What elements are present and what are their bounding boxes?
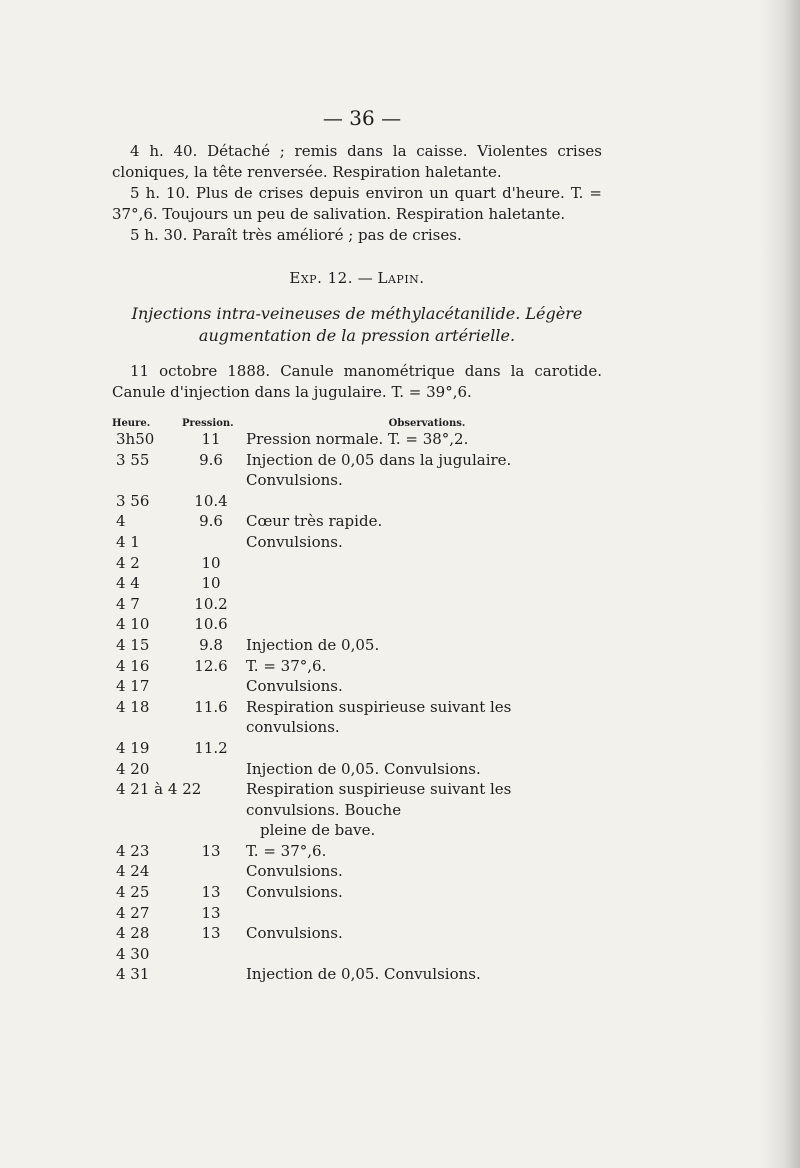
table-body [112, 429, 602, 985]
table-row [112, 882, 602, 903]
cell-observation [238, 923, 602, 944]
experiment-subtitle [112, 303, 602, 347]
cell-heure: 4 17 [116, 677, 150, 696]
cell-heure: 4 16 [116, 656, 150, 675]
cell-observation [238, 676, 602, 697]
cell-heure: 4 27 [116, 903, 150, 922]
table-row [112, 635, 602, 656]
table-row [112, 553, 602, 574]
experiment-intro: 11 octobre 1888. Canule manométrique dans la carotide. Canule d'injection dans la jugulaire. T. = 39°,6. [112, 362, 602, 401]
subtitle-line-2: augmentation de la pression artérielle. [198, 326, 516, 345]
cell-observation [238, 903, 602, 924]
cell-pression [184, 759, 238, 780]
cell-heure: 4 31 [116, 965, 150, 984]
table-row [112, 491, 602, 512]
cell-pression: 11 [201, 430, 221, 448]
experiment-dash: — [352, 269, 378, 287]
cell-observation [238, 944, 602, 965]
cell-pression: 13 [201, 841, 221, 860]
cell-pression [184, 532, 238, 553]
cell-heure: 4 18 [116, 697, 150, 716]
document-page [112, 108, 602, 985]
cell-pression: 10 [201, 553, 221, 572]
cell-pression: 9.6 [199, 512, 223, 531]
observation-text: Convulsions. [246, 883, 343, 902]
table-row [112, 944, 602, 965]
table-row [112, 532, 602, 553]
observation-text: Pression normale. T. = 38°,2. [246, 430, 469, 448]
cell-heure: 4 10 [116, 615, 150, 634]
table-row [112, 594, 602, 615]
cell-heure: 4 7 [116, 594, 140, 613]
column-header-observations: Observations. [388, 418, 466, 429]
cell-pression: 9.8 [199, 635, 223, 654]
observation-text: Respiration suspirieuse suivant les convulsions. [246, 697, 512, 737]
cell-heure: 4 28 [116, 924, 150, 943]
cell-pression: 10 [201, 574, 221, 593]
table-row [112, 429, 602, 450]
cell-heure: 4 21 à 4 22 [116, 780, 202, 799]
table-row [112, 511, 602, 532]
cell-pression: 11.2 [194, 738, 228, 757]
cell-heure: 4 2 [116, 553, 140, 572]
cell-observation [238, 861, 602, 882]
observation-text: Convulsions. [246, 532, 343, 551]
cell-observation [238, 882, 602, 903]
column-header-pression: Pression. [182, 418, 234, 429]
cell-heure: 4 30 [116, 944, 150, 963]
page-edge-shadow [760, 0, 800, 1168]
observation-text-continued: pleine de bave. [260, 821, 376, 840]
cell-pression [184, 964, 238, 985]
cell-heure: 4 23 [116, 841, 150, 860]
cell-pression: 12.6 [194, 656, 228, 675]
cell-heure: 4 4 [116, 574, 140, 593]
table-row [112, 676, 602, 697]
cell-observation [238, 697, 602, 738]
table-header [112, 413, 602, 427]
cell-heure: 4 [116, 512, 126, 531]
cell-pression: 10.4 [194, 491, 228, 510]
cell-observation [238, 450, 602, 491]
experiment-heading [112, 268, 602, 289]
observation-text: Injection de 0,05. Convulsions. [246, 965, 481, 984]
table-row [112, 738, 602, 759]
cell-observation [238, 738, 602, 759]
cell-observation [238, 573, 602, 594]
table-row [112, 923, 602, 944]
cell-heure: 3 55 [116, 450, 150, 469]
experiment-subject: Lapin. [377, 269, 425, 287]
table-row [112, 450, 602, 491]
table-row [112, 903, 602, 924]
cell-pression: 13 [201, 903, 221, 922]
cell-heure: 3h50 [116, 430, 155, 448]
observation-text: Convulsions. [246, 862, 343, 881]
table-row [112, 656, 602, 677]
cell-pression [184, 944, 238, 965]
observation-text: Injection de 0,05. [246, 635, 380, 654]
cell-observation [238, 779, 602, 841]
column-header-heure: Heure. [112, 418, 151, 429]
cell-pression [184, 861, 238, 882]
cell-observation [238, 656, 602, 677]
table-row [112, 779, 602, 841]
table-row [112, 841, 602, 862]
cell-observation [238, 759, 602, 780]
observation-text: Convulsions. [246, 924, 343, 943]
observation-text: Injection de 0,05. Convulsions. [246, 759, 481, 778]
cell-observation [238, 964, 602, 985]
cell-heure: 4 25 [116, 883, 150, 902]
observation-text: T. = 37°,6. [246, 841, 327, 860]
subtitle-line-1: Injections intra-veineuses de méthylacétanilide. Légère [131, 304, 583, 323]
cell-observation [238, 429, 602, 450]
table-row [112, 614, 602, 635]
table-row [112, 964, 602, 985]
cell-pression: 13 [201, 883, 221, 902]
cell-heure: 4 1 [116, 532, 140, 551]
table-row [112, 697, 602, 738]
observation-text: Cœur très rapide. [246, 512, 383, 531]
experiment-number: Exp. 12. [289, 269, 353, 287]
cell-heure: 3 56 [116, 491, 150, 510]
page-number: — 36 — [322, 106, 402, 130]
paragraph-2: 5 h. 10. Plus de crises depuis environ un quart d'heure. T. = 37°,6. Toujours un peu de salivation. Respiration haletante. [112, 184, 602, 223]
observation-text: Respiration suspirieuse suivant les convulsions. Bouche [246, 780, 512, 819]
cell-pression: 9.6 [199, 450, 223, 469]
cell-pression [184, 676, 238, 697]
cell-pression: 10.6 [194, 615, 228, 634]
table-row [112, 759, 602, 780]
paragraph-3: 5 h. 30. Paraît très amélioré ; pas de crises. [130, 226, 462, 244]
cell-observation [238, 635, 602, 656]
cell-observation [238, 553, 602, 574]
observation-text: Convulsions. [246, 677, 343, 696]
cell-pression: 13 [201, 924, 221, 943]
table-row [112, 573, 602, 594]
observation-text: Injection de 0,05 dans la jugulaire. Convulsions. [246, 450, 512, 490]
cell-heure: 4 20 [116, 759, 150, 778]
cell-observation [238, 614, 602, 635]
cell-pression: 10.2 [194, 594, 228, 613]
cell-heure: 4 19 [116, 738, 150, 757]
cell-observation [238, 491, 602, 512]
cell-observation [238, 511, 602, 532]
cell-pression: 11.6 [194, 697, 228, 716]
cell-heure: 4 24 [116, 862, 150, 881]
cell-heure: 4 15 [116, 635, 150, 654]
observation-text: T. = 37°,6. [246, 656, 327, 675]
table-row [112, 861, 602, 882]
paragraph-1: 4 h. 40. Détaché ; remis dans la caisse. Violentes crises cloniques, la tête renversée. Respiration haletante. [112, 142, 602, 181]
cell-observation [238, 594, 602, 615]
cell-observation [238, 841, 602, 862]
cell-observation [238, 532, 602, 553]
